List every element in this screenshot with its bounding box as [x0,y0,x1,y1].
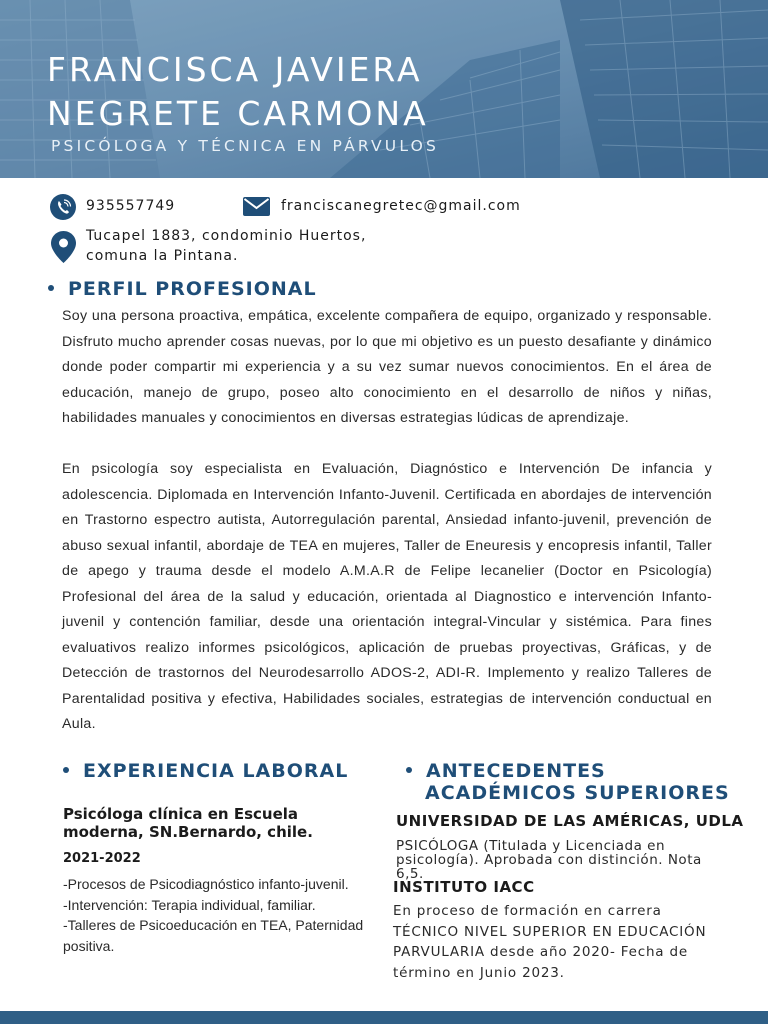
phone-number[interactable]: 935557749 [86,198,176,214]
institution-2-name: INSTITUTO IACC [393,878,535,896]
institution-1-name: UNIVERSIDAD DE LAS AMÉRICAS, UDLA [396,812,744,830]
email-address[interactable]: franciscanegretec@gmail.com [281,198,521,214]
profile-section-title [48,278,317,300]
phone-icon [50,194,76,224]
header-banner [0,0,768,178]
bullet-dot [48,285,54,291]
location-pin-icon [51,231,76,267]
institution-1-description: PSICÓLOGA (Titulada y Licenciada en psicología). Aprobada con distinción. Nota 6,5. [396,838,702,882]
email-icon [243,197,270,220]
job-years: 2021-2022 [63,851,141,866]
education-title-line-2: ACADÉMICOS SUPERIORES [425,782,730,804]
address-line-1: Tucapel 1883, condominio Huertos, [86,228,367,244]
job-duties-list [63,874,383,956]
footer-bar [0,1011,768,1024]
bullet-dot [63,767,69,773]
list-item: -Intervención: Terapia individual, familiar. [63,896,316,913]
name-line-2: NEGRETE CARMONA [47,94,429,133]
institution-2-description: En proceso de formación en carrera TÉCNICO NIVEL SUPERIOR EN EDUCACIÓN PARVULARIA desde año 2020- Fecha de término en Junio 2023. [393,903,707,981]
profile-paragraph-1: Soy una persona proactiva, empática, excelente compañera de equipo, organizado y responsable. Disfruto mucho aprender cosas nuevas, por lo que mi objetivo es un puesto desafiante y dinámico donde poder compartir mi experiencia y a su vez sumar nuevos conocimientos. En el área de educación, manejo de grupo, poseo alto conocimiento en el desarrollo de niños y niñas, habilidades manuales y conocimientos en diversas estrategias lúdicas de aprendizaje. [62,308,712,426]
profession-subtitle: PSICÓLOGA Y TÉCNICA EN PÁRVULOS [51,137,440,155]
experience-title-text: EXPERIENCIA LABORAL [83,760,349,782]
address-line-2: comuna la Pintana. [86,248,239,264]
job-title: Psicóloga clínica en Escuela moderna, SN.Bernardo, chile. [63,805,313,841]
experience-section-title [63,760,348,782]
education-title-line-1: ANTECEDENTES [426,760,606,782]
name-line-1: FRANCISCA JAVIERA [47,50,423,89]
profile-paragraph-2: En psicología soy especialista en Evaluación, Diagnóstico e Intervención De infancia y adolescencia. Diplomada en Intervención Infanto-Juvenil. Certificada en abordajes de intervención en Trastorno espectro autista, Autorregulación parental, Ansiedad infanto-juvenil, prevención de abuso sexual infantil, abordaje de TEA en mujeres, Taller de Eneuresis y encopresis infantil, Taller de apego y trauma desde el modelo A.M.A.R de Felipe lecanelier (Doctor en Psicología) Profesional del área de la salud y educación, orientada al Diagnostico e intervención Infanto- juvenil y contención familiar, desde una orientación integral-Vincular y sistémica. Para fines evaluativos realizo informes psicológicos, aplicación de pruebas proyectivas, Gráficas, y de Detección de trastornos del Neurodesarrollo ADOS-2, ADI-R. Implemento y realizo Talleres de Parentalidad positiva y efectiva, Habilidades sociales, estrategias de intervención conductual en Aula. [62,461,712,732]
list-item: -Procesos de Psicodiagnóstico infanto-juvenil. [63,876,349,892]
profile-title-text: PERFIL PROFESIONAL [68,278,317,300]
bullet-dot [406,767,412,773]
list-item: -Talleres de Psicoeducación en TEA, Paternidad positiva. [63,917,364,954]
education-section-title [406,760,730,804]
